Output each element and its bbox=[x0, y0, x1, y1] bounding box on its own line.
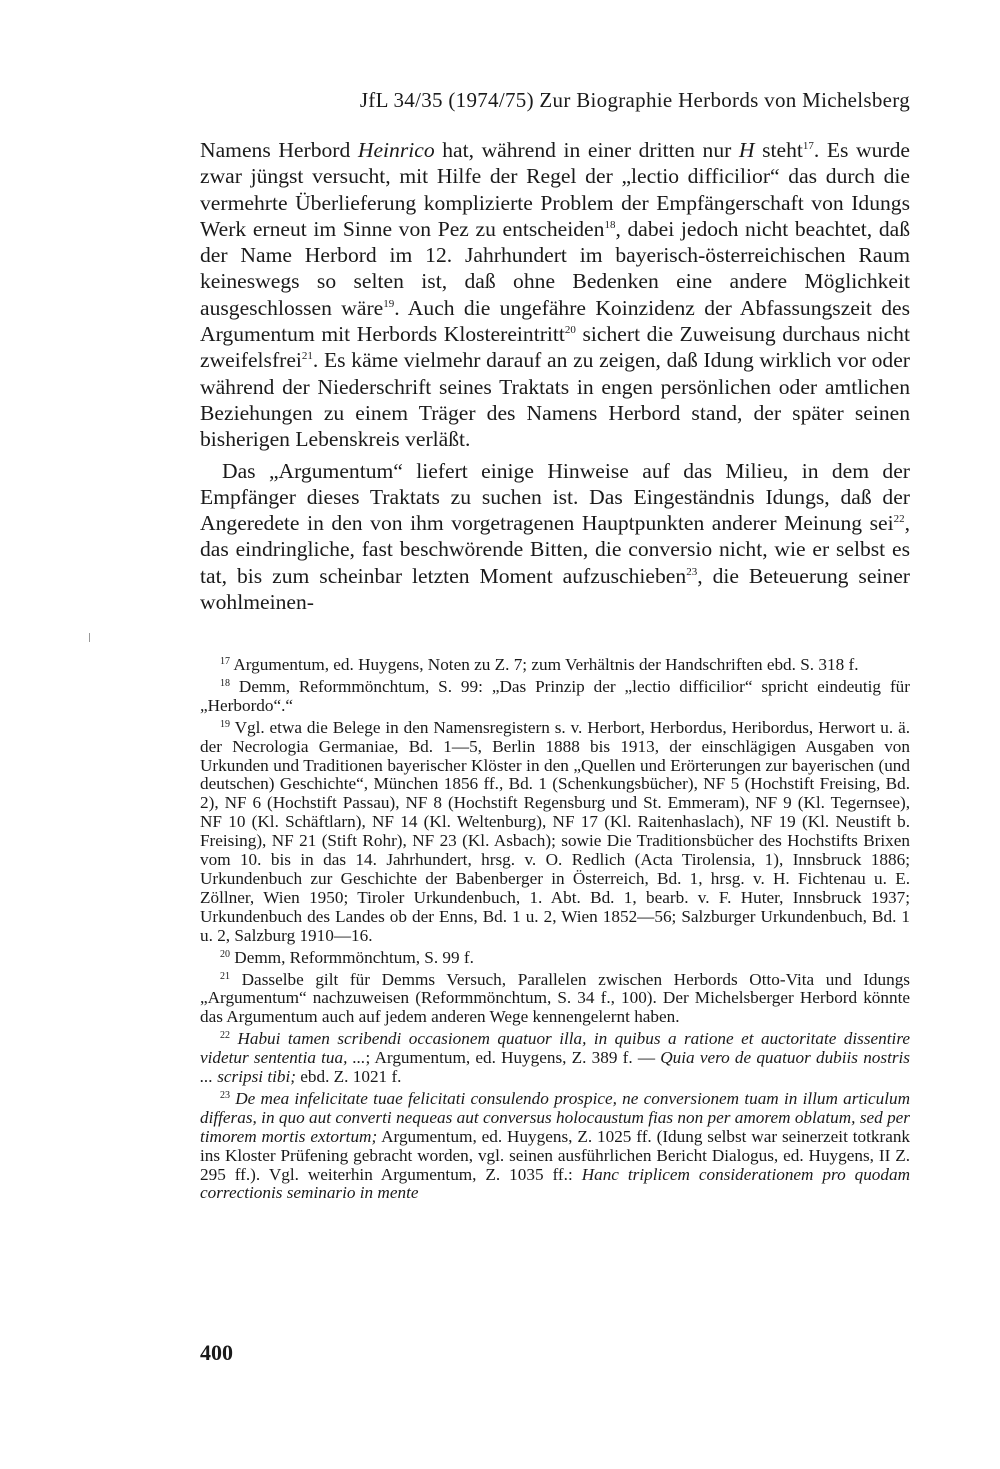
page-number: 400 bbox=[200, 1340, 233, 1365]
footnote-text: ; Argumentum, ed. Huygens, Z. 389 f. — bbox=[365, 1048, 661, 1068]
text-segment: . Es wurde zwar jüngst versucht, mit Hilfe der Regel der „lectio difficilior“ das durch die vermehrte Überlieferung komplizierte Problem der Empfängerschaft von Idungs Werk erneut im Sinne von Pez zu entscheiden bbox=[200, 138, 910, 241]
footnote-reference: 22 bbox=[893, 513, 905, 526]
margin-mark bbox=[89, 633, 90, 642]
italic-segment: Heinrico bbox=[357, 138, 435, 162]
footnote-20 bbox=[200, 949, 910, 968]
text-segment: . Auch die ungefähre Koinzidenz der Abfassungszeit des Argumentum mit Herbords Klostereintritt bbox=[200, 295, 910, 347]
footnote-text: Vgl. etwa die Belege in den Namensregistern s. v. Herbort, Herbordus, Heribordus, Herwort u. ä. der Necrologia Germaniae, Bd. 1—5, Berlin 1888 bis 1913, der einschlägigen Ausgaben von Urkunden und Traditionen bayerischer Klöster in den „Quellen und Erörterungen zur bayerischen (und deutschen) Geschichte“, München 1856 ff., Bd. 1 (Schenkungsbücher), NF 5 (Hochstift Freising, Bd. 2), NF 6 (Hochstift Passau), NF 8 (Hochstift Regensburg und St. Emmeram), NF 9 (Kl. Tegernsee), NF 10 (Kl. Schäftlarn), NF 14 (Kl. Weltenburg), NF 17 (Kl. Raitenhaslach), NF 19 (Kl. Neustift b. Freising), NF 21 (Stift Rohr), NF 23 (Kl. Asbach); sowie Die Traditionsbücher des Hochstifts Brixen vom 10. bis in das 14. Jahrhundert, hrsg. v. O. Redlich (Acta Tirolensia, 1), Innsbruck 1886; Urkundenbuch zur Geschichte der Babenberger in Österreich, Bd. 1, hrsg. v. H. Fichtenau u. E. Zöllner, Wien 1950; Tiroler Urkundenbuch, 1. Abt. Bd. 1, bearb. v. F. Huter, Innsbruck 1937; Urkundenbuch des Landes ob der Enns, Bd. 1 u. 2, Wien 1852—56; Salzburger Urkundenbuch, Bd. 1 u. 2, Salzburg 1910—16. bbox=[200, 717, 910, 945]
footnote-italic: Habui tamen scribendi occasionem quatuor illa, in quibus a ratione et auctoritate dissentire videtur sententia tua, ... bbox=[200, 1029, 911, 1068]
footnote-number: 20 bbox=[220, 948, 230, 960]
footnote-number: 23 bbox=[220, 1089, 230, 1101]
text-segment: hat, während in einer dritten nur bbox=[434, 138, 739, 162]
italic-segment: H bbox=[738, 138, 755, 162]
footnote-17 bbox=[200, 656, 910, 675]
text-segment: steht bbox=[754, 138, 803, 162]
footnote-number: 22 bbox=[220, 1030, 230, 1042]
running-header: JfL 34/35 (1974/75) Zur Biographie Herbords von Michelsberg bbox=[359, 88, 910, 112]
footnote-text: Argumentum, ed. Huygens, Z. 1025 ff. (Idung selbst war seinerzeit totkrank ins Kloster Prüfening gebracht worden, vgl. seinen ausführlichen Bericht Dialogus, ed. Huygens, II Z. 295 ff.). Vgl. weiterhin Argumentum, Z. 1035 ff.: bbox=[200, 1126, 911, 1184]
body-paragraph bbox=[200, 137, 910, 453]
footnote-text: ebd. Z. 1021 f. bbox=[295, 1067, 402, 1087]
footnote-text: Demm, Reformmönchtum, S. 99: „Das Prinzip der „lectio difficilior“ spricht eindeutig für „Herbordo“.“ bbox=[200, 676, 910, 715]
footnote-number: 17 bbox=[220, 656, 230, 667]
footnote-reference: 17 bbox=[802, 140, 814, 152]
footnote-number: 18 bbox=[220, 677, 230, 689]
footnote-number: 19 bbox=[220, 718, 230, 730]
footnote-18 bbox=[200, 678, 910, 716]
footnote-reference: 20 bbox=[564, 324, 576, 337]
footnote-21 bbox=[200, 971, 910, 1028]
footnote-22 bbox=[200, 1030, 910, 1087]
footnote-23 bbox=[200, 1090, 910, 1203]
text-segment: , die Beteuerung seiner wohlmeinen- bbox=[200, 563, 910, 615]
footnote-19 bbox=[200, 719, 910, 946]
text-segment: , dabei jedoch nicht beachtet, daß der Name Herbord im 12. Jahrhundert im bayerisch-österreichischen Raum keineswegs so selten ist, daß ohne Bedenken eine andere Möglichkeit ausgeschlossen wäre bbox=[200, 216, 911, 320]
body-paragraph bbox=[200, 458, 910, 616]
footnote-reference: 21 bbox=[301, 350, 313, 363]
footnote-reference: 23 bbox=[686, 565, 698, 578]
footnotes bbox=[200, 656, 910, 1206]
footnote-italic: De mea infelicitate tuae felicitati consulendo prospice, ne conversionem tuam in illum articulum differas, in quo aut converti nequeas aut conversus holocaustum fias non per amorem oblatum, sed per timorem mortis extortum; bbox=[200, 1088, 910, 1146]
footnote-number: 21 bbox=[220, 970, 230, 982]
footnote-reference: 18 bbox=[604, 218, 616, 231]
text-segment: sichert die Zuweisung durchaus nicht zweifelsfrei bbox=[200, 322, 910, 373]
text-segment: . Es käme vielmehr darauf an zu zeigen, daß Idung wirklich vor oder während der Niederschrift seines Traktats in engen persönlichen oder amtlichen Beziehungen zu einem Träger des Namens Herbord stand, der später seinen bisherigen Lebenskreis verläßt. bbox=[200, 348, 910, 452]
text-segment: Das „Argumentum“ liefert einige Hinweise auf das Milieu, in dem der Empfänger dieses Traktats zu suchen ist. Das Eingeständnis Idungs, daß der Angeredete in den von ihm vorgetragenen Hauptpunkten anderer Meinung sei bbox=[200, 458, 910, 536]
footnote-italic: Quia vero de quatuor dubiis nostris ... scripsi tibi; bbox=[200, 1048, 910, 1087]
footnote-text: Demm, Reformmönchtum, S. 99 f. bbox=[230, 947, 474, 967]
footnote-text: Dasselbe gilt für Demms Versuch, Parallelen zwischen Herbords Otto-Vita und Idungs „Argumentum“ nachzuweisen (Reformmönchtum, S. 34 f., 100). Der Michelsberger Herbord könnte das Argumentum auch auf jedem anderen Wege kennengelernt haben. bbox=[200, 969, 910, 1027]
footnote-reference: 19 bbox=[383, 297, 395, 310]
text-segment: Namens Herbord bbox=[200, 138, 358, 162]
text-segment: , das eindringliche, fast beschwörende Bitten, die conversio nicht, wie er selbst es tat, bis zum scheinbar letzten Moment aufzuschieben bbox=[200, 511, 910, 588]
footnote-italic: Hanc triplicem considerationem pro quodam correctionis seminario in mente bbox=[200, 1164, 911, 1203]
main-text bbox=[200, 137, 910, 615]
footnote-text: Argumentum, ed. Huygens, Noten zu Z. 7; zum Verhältnis der Handschriften ebd. S. 318 f. bbox=[230, 655, 859, 674]
